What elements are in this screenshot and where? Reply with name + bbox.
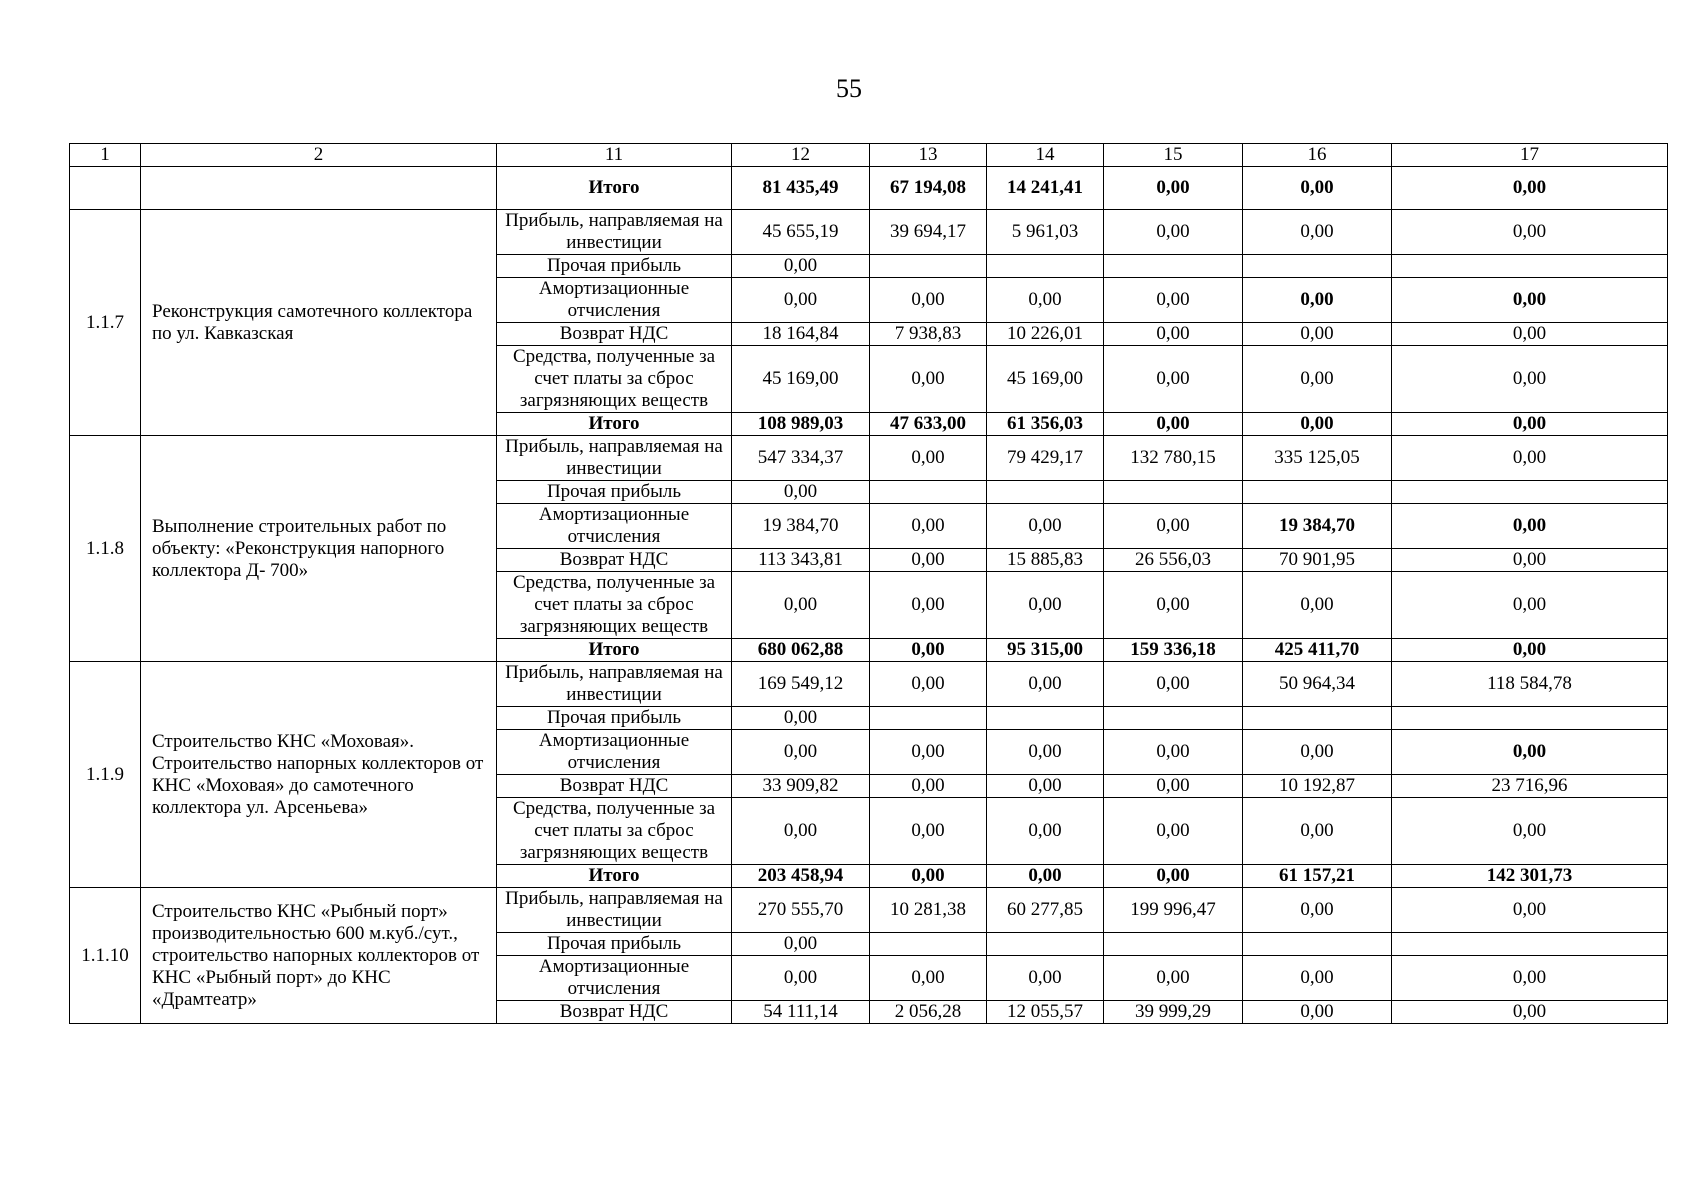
value-cell: 0,00 <box>870 504 987 549</box>
value-cell: 19 384,70 <box>1243 504 1392 549</box>
row-label: Итого <box>497 865 732 888</box>
row-label: Прочая прибыль <box>497 933 732 956</box>
value-cell: 0,00 <box>1392 210 1668 255</box>
project-code: 1.1.10 <box>70 888 141 1024</box>
value-cell: 18 164,84 <box>732 323 870 346</box>
value-cell: 0,00 <box>870 436 987 481</box>
value-cell: 0,00 <box>870 278 987 323</box>
value-cell: 159 336,18 <box>1104 639 1243 662</box>
value-cell <box>870 933 987 956</box>
value-cell <box>987 933 1104 956</box>
value-cell: 108 989,03 <box>732 413 870 436</box>
empty-cell <box>141 167 497 210</box>
row-label: Амортизационные отчисления <box>497 956 732 1001</box>
value-cell <box>1392 707 1668 730</box>
value-cell: 132 780,15 <box>1104 436 1243 481</box>
header-cell: 12 <box>732 144 870 167</box>
value-cell: 113 343,81 <box>732 549 870 572</box>
row-label: Прибыль, направляемая на инвестиции <box>497 436 732 481</box>
value-cell: 5 961,03 <box>987 210 1104 255</box>
value-cell: 0,00 <box>732 481 870 504</box>
value-cell: 0,00 <box>1104 730 1243 775</box>
value-cell: 0,00 <box>1104 210 1243 255</box>
value-cell: 0,00 <box>1243 210 1392 255</box>
value-cell: 0,00 <box>732 956 870 1001</box>
value-cell: 270 555,70 <box>732 888 870 933</box>
table-row <box>70 210 1668 255</box>
value-cell <box>987 481 1104 504</box>
project-code: 1.1.8 <box>70 436 141 662</box>
investment-table <box>69 143 1668 1024</box>
value-cell: 0,00 <box>1243 278 1392 323</box>
project-code: 1.1.9 <box>70 662 141 888</box>
row-label: Средства, полученные за счет платы за сброс загрязняющих веществ <box>497 798 732 865</box>
value-cell: 61 157,21 <box>1243 865 1392 888</box>
value-cell: 0,00 <box>1243 730 1392 775</box>
value-cell: 2 056,28 <box>870 1001 987 1024</box>
value-cell: 0,00 <box>1243 167 1392 210</box>
row-label: Возврат НДС <box>497 775 732 798</box>
value-cell: 0,00 <box>1243 798 1392 865</box>
value-cell: 0,00 <box>1392 888 1668 933</box>
value-cell <box>870 707 987 730</box>
header-cell: 14 <box>987 144 1104 167</box>
value-cell: 61 356,03 <box>987 413 1104 436</box>
header-cell: 13 <box>870 144 987 167</box>
value-cell: 81 435,49 <box>732 167 870 210</box>
row-label: Возврат НДС <box>497 323 732 346</box>
value-cell: 0,00 <box>987 730 1104 775</box>
value-cell: 0,00 <box>870 956 987 1001</box>
value-cell: 0,00 <box>987 798 1104 865</box>
value-cell: 0,00 <box>1104 278 1243 323</box>
value-cell: 0,00 <box>1392 572 1668 639</box>
row-label: Прочая прибыль <box>497 481 732 504</box>
value-cell: 0,00 <box>1104 662 1243 707</box>
project-name: Выполнение строительных работ по объекту: «Реконструкция напорного коллектора Д- 700» <box>141 436 497 662</box>
value-cell: 0,00 <box>1243 888 1392 933</box>
row-label: Прочая прибыль <box>497 707 732 730</box>
table-row <box>70 888 1668 933</box>
value-cell: 0,00 <box>1104 504 1243 549</box>
value-cell: 0,00 <box>1392 956 1668 1001</box>
value-cell: 0,00 <box>987 775 1104 798</box>
header-cell: 17 <box>1392 144 1668 167</box>
value-cell: 0,00 <box>1104 346 1243 413</box>
value-cell: 10 192,87 <box>1243 775 1392 798</box>
value-cell: 0,00 <box>1392 278 1668 323</box>
value-cell: 0,00 <box>870 639 987 662</box>
row-label: Амортизационные отчисления <box>497 504 732 549</box>
value-cell: 0,00 <box>1392 323 1668 346</box>
value-cell: 547 334,37 <box>732 436 870 481</box>
row-label: Прибыль, направляемая на инвестиции <box>497 662 732 707</box>
value-cell <box>1104 481 1243 504</box>
row-label: Итого <box>497 167 732 210</box>
value-cell: 680 062,88 <box>732 639 870 662</box>
row-label: Итого <box>497 413 732 436</box>
value-cell: 12 055,57 <box>987 1001 1104 1024</box>
value-cell: 60 277,85 <box>987 888 1104 933</box>
header-cell: 1 <box>70 144 141 167</box>
value-cell: 0,00 <box>987 278 1104 323</box>
value-cell: 0,00 <box>1392 798 1668 865</box>
row-label: Амортизационные отчисления <box>497 730 732 775</box>
value-cell: 0,00 <box>870 730 987 775</box>
value-cell <box>1243 707 1392 730</box>
value-cell: 0,00 <box>987 572 1104 639</box>
value-cell: 203 458,94 <box>732 865 870 888</box>
value-cell: 0,00 <box>1243 956 1392 1001</box>
value-cell: 95 315,00 <box>987 639 1104 662</box>
row-label: Средства, полученные за счет платы за сброс загрязняющих веществ <box>497 572 732 639</box>
header-cell: 2 <box>141 144 497 167</box>
row-label: Прибыль, направляемая на инвестиции <box>497 210 732 255</box>
project-name: Реконструкция самотечного коллектора по ул. Кавказская <box>141 210 497 436</box>
value-cell: 26 556,03 <box>1104 549 1243 572</box>
value-cell: 0,00 <box>870 549 987 572</box>
value-cell: 0,00 <box>732 730 870 775</box>
value-cell: 0,00 <box>1392 346 1668 413</box>
value-cell: 199 996,47 <box>1104 888 1243 933</box>
value-cell: 0,00 <box>987 865 1104 888</box>
value-cell: 0,00 <box>1392 436 1668 481</box>
value-cell: 0,00 <box>1104 798 1243 865</box>
value-cell: 0,00 <box>987 662 1104 707</box>
value-cell: 54 111,14 <box>732 1001 870 1024</box>
row-label: Прибыль, направляемая на инвестиции <box>497 888 732 933</box>
value-cell: 0,00 <box>870 775 987 798</box>
value-cell <box>1392 255 1668 278</box>
value-cell: 0,00 <box>1243 1001 1392 1024</box>
value-cell: 0,00 <box>1104 865 1243 888</box>
row-label: Средства, полученные за счет платы за сброс загрязняющих веществ <box>497 346 732 413</box>
value-cell: 10 226,01 <box>987 323 1104 346</box>
value-cell: 0,00 <box>1104 775 1243 798</box>
value-cell: 169 549,12 <box>732 662 870 707</box>
value-cell: 45 169,00 <box>987 346 1104 413</box>
table-row <box>70 436 1668 481</box>
value-cell: 0,00 <box>1104 956 1243 1001</box>
value-cell: 0,00 <box>732 798 870 865</box>
value-cell <box>1243 933 1392 956</box>
value-cell: 0,00 <box>1243 413 1392 436</box>
empty-cell <box>70 167 141 210</box>
value-cell: 79 429,17 <box>987 436 1104 481</box>
value-cell: 0,00 <box>732 255 870 278</box>
value-cell: 0,00 <box>1392 413 1668 436</box>
value-cell: 0,00 <box>732 933 870 956</box>
value-cell: 7 938,83 <box>870 323 987 346</box>
value-cell: 0,00 <box>732 707 870 730</box>
value-cell: 0,00 <box>1392 639 1668 662</box>
row-label: Возврат НДС <box>497 1001 732 1024</box>
value-cell: 425 411,70 <box>1243 639 1392 662</box>
row-label: Итого <box>497 639 732 662</box>
value-cell: 0,00 <box>1392 730 1668 775</box>
value-cell: 0,00 <box>1104 323 1243 346</box>
value-cell: 0,00 <box>870 865 987 888</box>
value-cell <box>1104 707 1243 730</box>
value-cell: 0,00 <box>1243 323 1392 346</box>
value-cell: 0,00 <box>1392 549 1668 572</box>
value-cell: 67 194,08 <box>870 167 987 210</box>
value-cell <box>1104 933 1243 956</box>
project-name: Строительство КНС «Моховая». Строительство напорных коллекторов от КНС «Моховая» до самотечного коллектора ул. Арсеньева» <box>141 662 497 888</box>
value-cell: 0,00 <box>987 956 1104 1001</box>
value-cell: 0,00 <box>870 662 987 707</box>
value-cell: 0,00 <box>1243 572 1392 639</box>
value-cell: 19 384,70 <box>732 504 870 549</box>
value-cell: 39 999,29 <box>1104 1001 1243 1024</box>
value-cell <box>987 707 1104 730</box>
value-cell: 142 301,73 <box>1392 865 1668 888</box>
row-label: Амортизационные отчисления <box>497 278 732 323</box>
value-cell: 15 885,83 <box>987 549 1104 572</box>
value-cell: 0,00 <box>1392 1001 1668 1024</box>
value-cell: 45 655,19 <box>732 210 870 255</box>
value-cell: 39 694,17 <box>870 210 987 255</box>
row-label: Прочая прибыль <box>497 255 732 278</box>
top-total-row <box>70 167 1668 210</box>
value-cell <box>987 255 1104 278</box>
value-cell: 0,00 <box>1243 346 1392 413</box>
value-cell <box>870 481 987 504</box>
header-cell: 16 <box>1243 144 1392 167</box>
header-row <box>70 144 1668 167</box>
value-cell: 0,00 <box>732 278 870 323</box>
value-cell: 0,00 <box>732 572 870 639</box>
value-cell: 23 716,96 <box>1392 775 1668 798</box>
value-cell: 118 584,78 <box>1392 662 1668 707</box>
value-cell <box>1104 255 1243 278</box>
value-cell: 47 633,00 <box>870 413 987 436</box>
value-cell <box>1392 481 1668 504</box>
value-cell: 0,00 <box>1104 572 1243 639</box>
value-cell: 10 281,38 <box>870 888 987 933</box>
page-number: 55 <box>836 74 862 103</box>
value-cell: 335 125,05 <box>1243 436 1392 481</box>
value-cell <box>1243 255 1392 278</box>
value-cell: 14 241,41 <box>987 167 1104 210</box>
row-label: Возврат НДС <box>497 549 732 572</box>
header-cell: 11 <box>497 144 732 167</box>
value-cell: 0,00 <box>870 346 987 413</box>
value-cell: 70 901,95 <box>1243 549 1392 572</box>
value-cell: 0,00 <box>1392 167 1668 210</box>
value-cell <box>870 255 987 278</box>
value-cell: 0,00 <box>1104 167 1243 210</box>
value-cell: 0,00 <box>870 572 987 639</box>
value-cell: 0,00 <box>987 504 1104 549</box>
value-cell: 0,00 <box>1104 413 1243 436</box>
project-code: 1.1.7 <box>70 210 141 436</box>
value-cell: 33 909,82 <box>732 775 870 798</box>
value-cell <box>1243 481 1392 504</box>
project-name: Строительство КНС «Рыбный порт» производительностью 600 м.куб./сут., строительство напорных коллекторов от КНС «Рыбный порт» до КНС «Драмтеатр» <box>141 888 497 1024</box>
value-cell: 45 169,00 <box>732 346 870 413</box>
value-cell <box>1392 933 1668 956</box>
value-cell: 50 964,34 <box>1243 662 1392 707</box>
header-cell: 15 <box>1104 144 1243 167</box>
table-row <box>70 662 1668 707</box>
value-cell: 0,00 <box>870 798 987 865</box>
value-cell: 0,00 <box>1392 504 1668 549</box>
